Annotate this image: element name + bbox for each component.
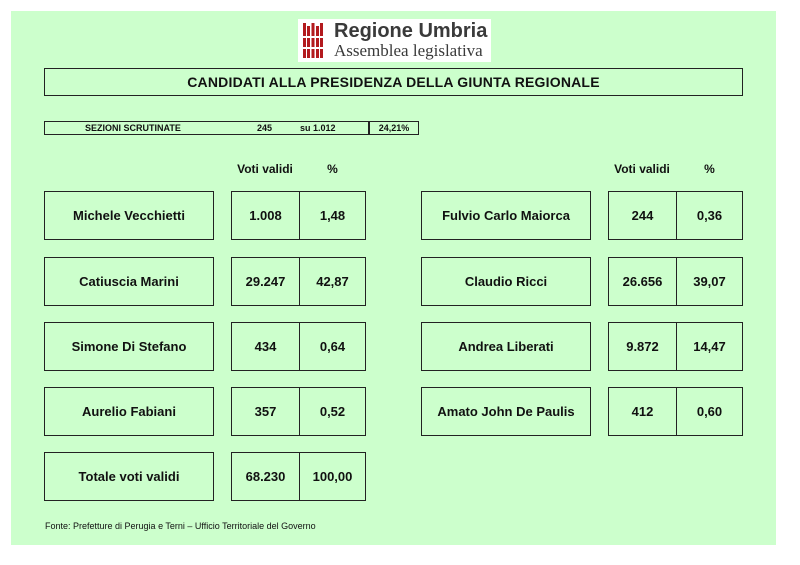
candidate-percent: 39,07 [676, 257, 743, 306]
candidate-percent: 0,36 [676, 191, 743, 240]
candidate-percent: 14,47 [676, 322, 743, 371]
candidate-votes: 26.656 [608, 257, 677, 306]
candidate-votes: 29.247 [231, 257, 300, 306]
regione-umbria-logo [298, 19, 491, 62]
logo-subtitle: Assemblea legislativa [334, 41, 483, 60]
left-percent-header: % [327, 162, 338, 176]
sezioni-count: 245 [257, 123, 273, 133]
total-votes: 68.230 [231, 452, 300, 501]
candidate-votes: 1.008 [231, 191, 300, 240]
candidate-name: Catiuscia Marini [44, 257, 214, 306]
sezioni-percent: 24,21% [369, 121, 419, 135]
candidate-name: Amato John De Paulis [421, 387, 591, 436]
candidate-votes: 9.872 [608, 322, 677, 371]
sezioni-scrutinate-row [44, 121, 369, 135]
candidate-votes: 357 [231, 387, 300, 436]
total-label: Totale voti validi [44, 452, 214, 501]
candidate-votes: 412 [608, 387, 677, 436]
right-votes-header: Voti validi [614, 162, 670, 176]
logo-title: Regione Umbria [334, 20, 488, 42]
sezioni-total: su 1.012 [300, 123, 336, 133]
candidate-name: Simone Di Stefano [44, 322, 214, 371]
regione-umbria-emblem-icon [302, 22, 324, 59]
candidate-votes: 244 [608, 191, 677, 240]
candidate-name: Claudio Ricci [421, 257, 591, 306]
candidate-name: Michele Vecchietti [44, 191, 214, 240]
candidate-percent: 0,64 [299, 322, 366, 371]
candidate-name: Andrea Liberati [421, 322, 591, 371]
candidate-name: Fulvio Carlo Maiorca [421, 191, 591, 240]
candidate-name: Aurelio Fabiani [44, 387, 214, 436]
candidate-percent: 42,87 [299, 257, 366, 306]
total-percent: 100,00 [299, 452, 366, 501]
page-title: CANDIDATI ALLA PRESIDENZA DELLA GIUNTA REGIONALE [44, 68, 743, 96]
sezioni-label: SEZIONI SCRUTINATE [85, 123, 181, 133]
candidate-percent: 0,52 [299, 387, 366, 436]
candidate-votes: 434 [231, 322, 300, 371]
source-note: Fonte: Prefetture di Perugia e Terni – Ufficio Territoriale del Governo [45, 521, 316, 531]
left-votes-header: Voti validi [237, 162, 293, 176]
candidate-percent: 0,60 [676, 387, 743, 436]
right-percent-header: % [704, 162, 715, 176]
candidate-percent: 1,48 [299, 191, 366, 240]
